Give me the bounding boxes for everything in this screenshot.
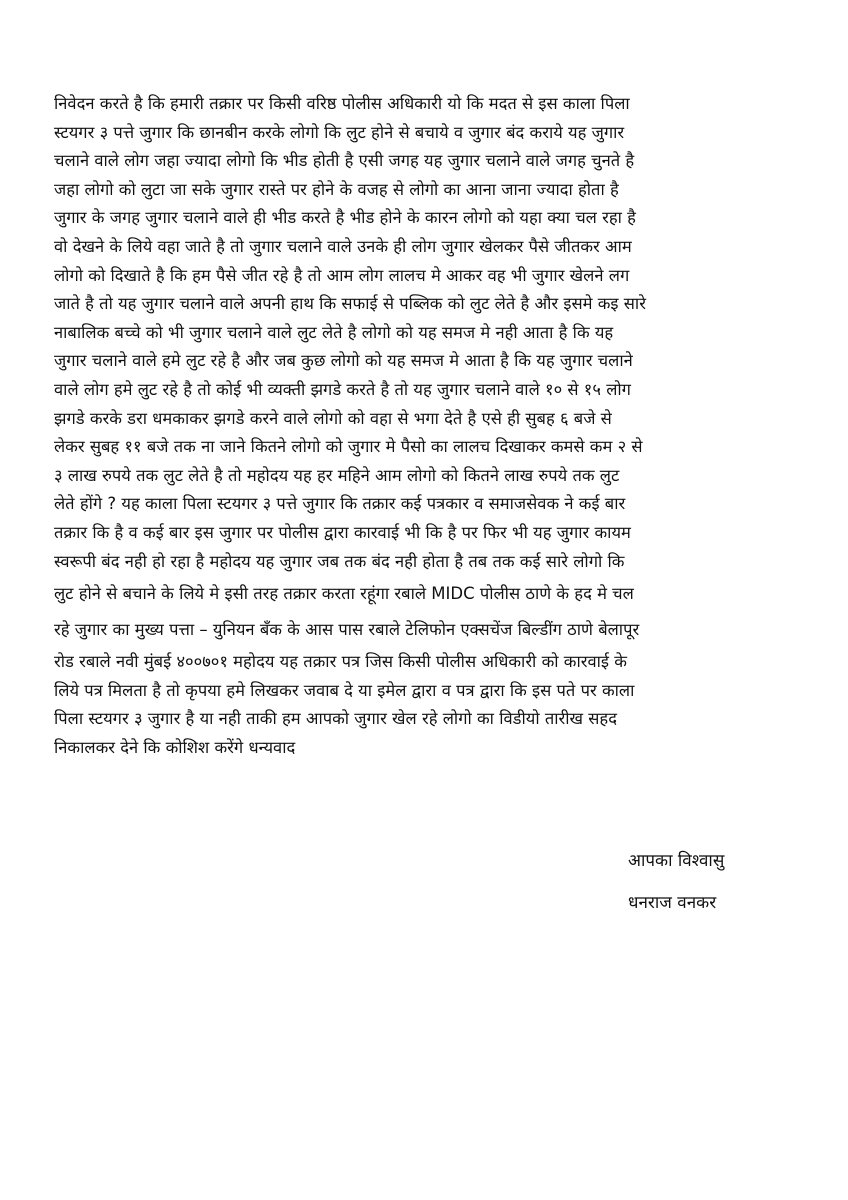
letter-line: वो देखने के लिये वहा जाते है तो जुगार चलाने वाले उनके ही लोग जुगार खेलकर पैसे जीतकर आम — [54, 236, 632, 256]
letter-line: लिये पत्र मिलता है तो कृपया हमे लिखकर जवाब दे या इमेल द्वारा व पत्र द्वारा कि इस पते पर काला — [54, 680, 635, 700]
letter-line: निकालकर देने कि कोशिश करेंगे धन्यवाद — [54, 737, 296, 757]
letter-line: स्वरूपी बंद नही हो रहा है महोदय यह जुगार जब तक बंद नही होता है तब तक कई सारे लोगो कि — [54, 551, 625, 571]
letter-line: वाले लोग हमे लुट रहे है तो कोई भी व्यक्ती झगडे करते है तो यह जुगार चलाने वाले १० से १५ लोग — [54, 379, 631, 399]
signer-name: धनराज वनकर — [628, 893, 717, 913]
letter-line: जहा लोगो को लुटा जा सके जुगार रास्ते पर होने के वजह से लोगो का आना जाना ज्यादा होता है — [54, 179, 619, 199]
letter-line: रहे जुगार का मुख्य पत्ता – युनियन बँक के आस पास रबाले टेलिफोन एक्सचेंज बिल्डींग ठाणे बेलापूर — [54, 620, 640, 640]
letter-line: लोगो को दिखाते है कि हम पैसे जीत रहे है तो आम लोग लालच मे आकर वह भी जुगार खेलने लग — [54, 265, 630, 285]
letter-line: झगडे करके डरा धमकाकर झगडे करने वाले लोगो को वहा से भगा देते है एसे ही सुबह ६ बजे से — [54, 408, 612, 428]
letter-line: निवेदन करते है कि हमारी तक्रार पर किसी वरिष्ठ पोलीस अधिकारी यो कि मदत से इस काला पिला — [54, 94, 630, 113]
letter-line: जाते है तो यह जुगार चलाने वाले अपनी हाथ कि सफाई से पब्लिक को लुट लेते है और इसमे कइ सारे — [54, 294, 646, 314]
signature-block — [628, 846, 808, 930]
letter-line: स्टयगर ३ पत्ते जुगार कि छानबीन करके लोगो कि लुट होने से बचाये व जुगार बंद कराये यह जुगार — [54, 122, 625, 142]
letter-line: नाबालिक बच्चे को भी जुगार चलाने वाले लुट लेते है लोगो को यह समज मे नही आता है कि यह — [54, 322, 614, 342]
letter-line: पिला स्टयगर ३ जुगार है या नही ताकी हम आपको जुगार खेल रहे लोगो का विडीयो तारीख सहद — [54, 709, 617, 729]
letter-body — [54, 90, 799, 762]
letter-line: जुगार चलाने वाले हमे लुट रहे है और जब कुछ लोगो को यह समज मे आता है कि यह जुगार चलाने — [54, 351, 633, 371]
letter-line: लुट होने से बचाने के लिये मे इसी तरह तक्रार करता रहूंगा रबाले MIDC पोलीस ठाणे के हद मे चल — [54, 584, 634, 604]
letter-line: चलाने वाले लोग जहा ज्यादा लोगो कि भीड होती है एसी जगह यह जुगार चलाने वाले जगह चुनते है — [54, 151, 635, 171]
letter-line: रोड रबाले नवी मुंबई ४००७०१ महोदय यह तक्रार पत्र जिस किसी पोलीस अधिकारी को कारवाई के — [54, 652, 627, 672]
letter-line: लेते होंगे ? यह काला पिला स्टयगर ३ पत्ते जुगार कि तक्रार कई पत्रकार व समाजसेवक ने कई बार — [54, 494, 626, 514]
letter-line: तक्रार कि है व कई बार इस जुगार पर पोलीस द्वारा कारवाई भी कि है पर फिर भी यह जुगार कायम — [54, 522, 631, 542]
letter-line: लेकर सुबह ११ बजे तक ना जाने कितने लोगो को जुगार मे पैसो का लालच दिखाकर कमसे कम २ से — [54, 437, 643, 457]
letter-line: ३ लाख रुपये तक लुट लेते है तो महोदय यह हर महिने आम लोगो को कितने लाख रुपये तक लुट — [54, 465, 620, 485]
closing-salutation: आपका विश्वासु — [628, 851, 725, 871]
letter-line: जुगार के जगह जुगार चलाने वाले ही भीड करते है भीड होने के कारन लोगो को यहा क्या चल रहा है — [54, 208, 636, 228]
